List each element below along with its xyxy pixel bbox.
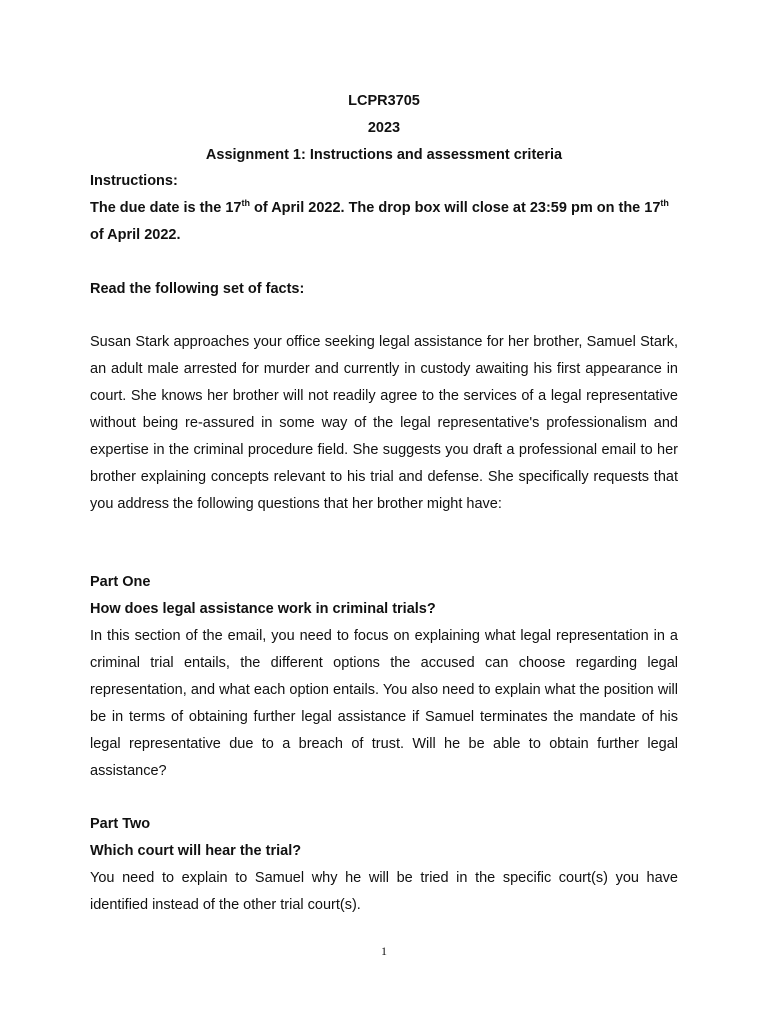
due-date-text — [90, 195, 678, 249]
part-two-question: Which court will hear the trial? — [90, 843, 302, 859]
due-date-part3: of April 2022. — [90, 227, 181, 243]
part-two-heading: Part Two — [90, 816, 151, 832]
due-date-part1: The due date is the 17 — [90, 200, 242, 216]
instructions-heading: Instructions: — [90, 173, 178, 189]
facts-paragraph: Susan Stark approaches your office seeking legal assistance for her brother, Samuel Stark, an adult male arrested for murder and currently in custody awaiting his first appearance in court. She knows her brother will not readily agree to the services of a legal representative without being re-assured in some way of the legal representative's professionalism and expertise in the criminal procedure field. She suggests you draft a professional email to her brother explaining concepts relevant to his trial and defense. She specifically requests that you address the following questions that her brother might have: — [90, 334, 678, 512]
course-code: LCPR3705 — [348, 93, 420, 109]
part-one-question: How does legal assistance work in criminal trials? — [90, 601, 436, 617]
part-one-heading: Part One — [90, 574, 151, 590]
part-one-paragraph: In this section of the email, you need to focus on explaining what legal representation in a criminal trial entails, the different options the accused can choose regarding legal representation, and what each option entails. You also need to explain what the position will be in terms of obtaining further legal assistance if Samuel terminates the mandate of his legal representative due to a breach of trust. Will he be able to obtain further legal assistance? — [90, 628, 678, 779]
due-date-superscript2: th — [660, 198, 669, 209]
due-date-superscript1: th — [241, 198, 250, 209]
page-number: 1 — [381, 944, 387, 958]
year: 2023 — [367, 120, 401, 136]
part-two-paragraph: You need to explain to Samuel why he will be tried in the specific court(s) you have identified instead of the other trial court(s). — [90, 870, 678, 913]
facts-heading: Read the following set of facts: — [90, 281, 305, 297]
assignment-title: Assignment 1: Instructions and assessment criteria — [205, 147, 563, 163]
due-date-part2: of April 2022. The drop box will close at 23:59 pm on the 17 — [250, 200, 661, 216]
